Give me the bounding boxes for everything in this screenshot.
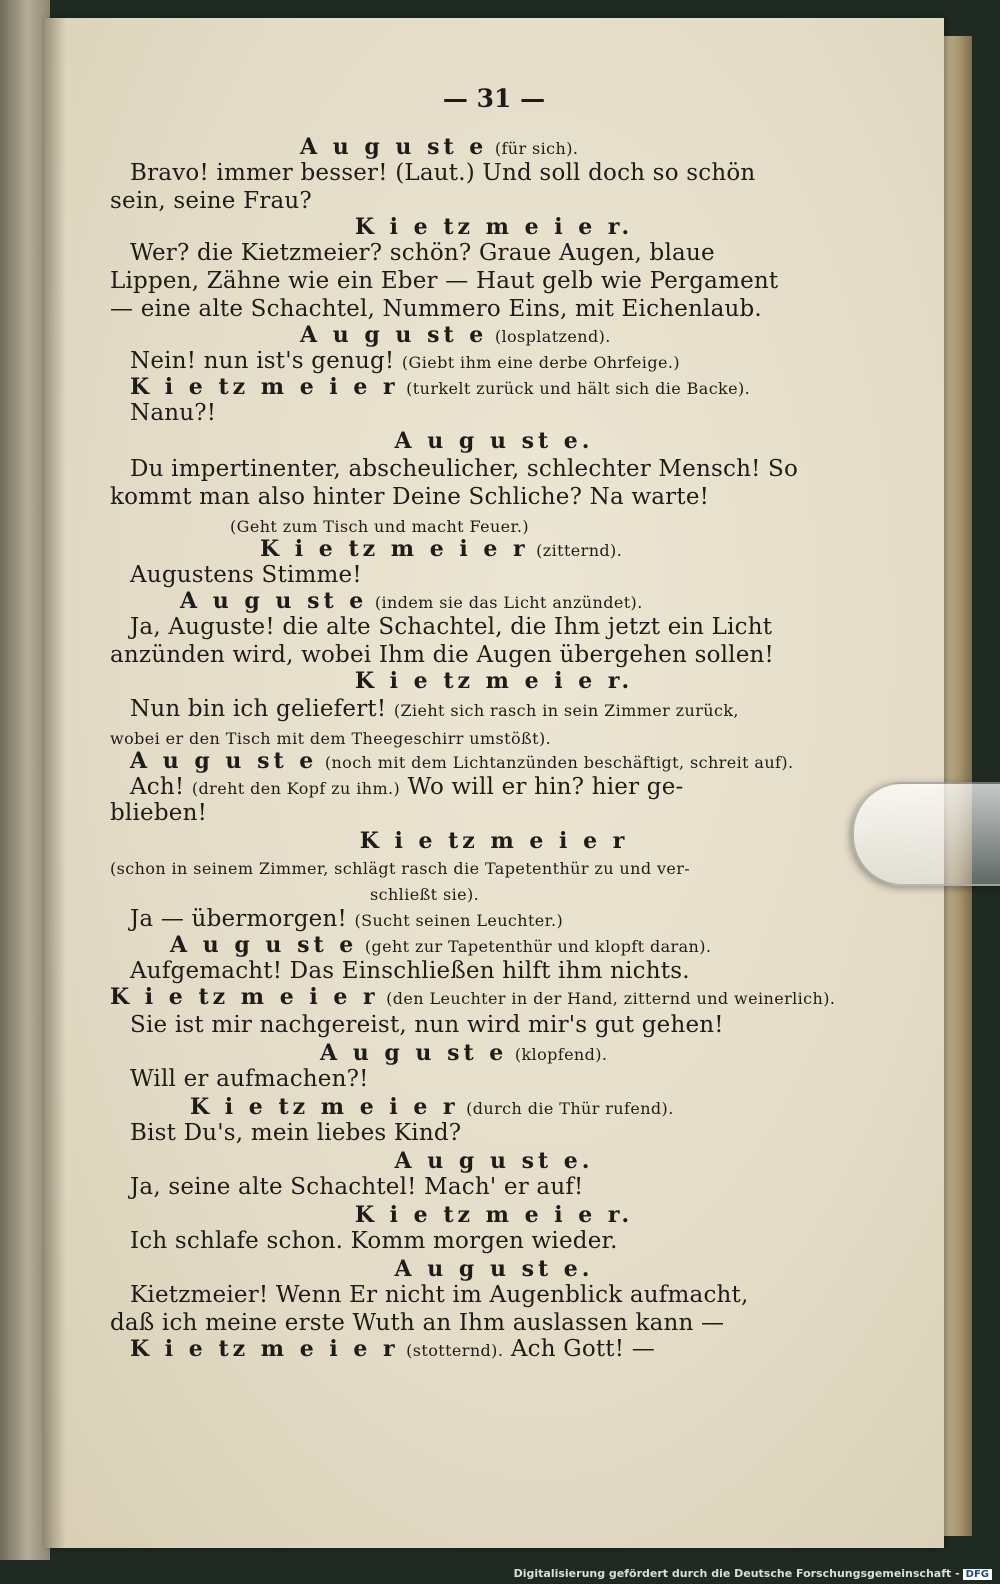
speaker-name: K i e tz m e i e r [260, 536, 529, 562]
text-line [130, 160, 755, 187]
dialogue-text: Augustens Stimme! [130, 562, 362, 588]
stage-direction: (Zieht sich rasch in sein Zimmer zurück, [393, 701, 739, 720]
dialogue-text: Ja, Auguste! die alte Schachtel, die Ihm jetzt ein Licht [130, 614, 773, 640]
page-number: — 31 — [442, 84, 546, 113]
stage-direction: (Sucht seinen Leuchter.) [354, 911, 564, 930]
speaker-name: K i e tz m e i e r [130, 374, 399, 400]
speaker-name: K i e tz m e i e r [110, 984, 379, 1010]
dialogue-text: anzünden wird, wobei Ihm die Augen übergehen sollen! [110, 642, 775, 668]
speaker-name: K i e tz m e i e r. [354, 214, 634, 240]
speaker-name: A u g u st e. [394, 428, 594, 454]
text-line [44, 214, 944, 241]
text-line [110, 268, 778, 295]
dialogue-text: sein, seine Frau? [110, 188, 312, 214]
text-line [110, 642, 774, 669]
dialogue-text: Lippen, Zähne wie ein Eber — Haut gelb wie Pergament [110, 268, 779, 294]
text-line [130, 240, 715, 267]
stage-direction: (zitternd). [536, 541, 623, 560]
text-line [44, 1148, 944, 1175]
text-line [190, 1094, 674, 1122]
text-line [130, 1228, 618, 1255]
dialogue-text: Du impertinenter, abscheulicher, schlechter Mensch! So [130, 456, 799, 482]
stage-direction: (den Leuchter in der Hand, zitternd und weinerlich). [386, 989, 836, 1008]
text-line [130, 958, 690, 985]
stage-direction: (noch mit dem Lichtanzünden beschäftigt, schreit auf). [324, 753, 794, 772]
dialogue-text: daß ich meine erste Wuth an Ihm auslassen kann — [110, 1310, 725, 1336]
speaker-name: K i e tz m e i e r [359, 828, 629, 854]
stage-direction: (dreht den Kopf zu ihm.) [191, 779, 401, 798]
stage-direction: schließt sie). [370, 885, 480, 904]
book-page [44, 18, 944, 1548]
text-line [44, 668, 944, 695]
dialogue-text: Bravo! immer besser! (Laut.) Und soll doch so schön [130, 160, 756, 186]
text-line [44, 828, 944, 855]
speaker-name: K i e tz m e i e r. [354, 1202, 634, 1228]
dialogue-text: — eine alte Schachtel, Nummero Eins, mit Eichenlaub. [110, 296, 762, 322]
stage-direction: (schon in seinem Zimmer, schlägt rasch die Tapetenthür zu und ver- [110, 859, 691, 878]
stage-direction: (durch die Thür rufend). [466, 1099, 674, 1118]
stage-direction: (stotternd). [406, 1341, 504, 1360]
dialogue-text: Ach! [130, 774, 185, 800]
glass-weight-overlay [852, 782, 1000, 886]
text-line [130, 1336, 655, 1364]
text-line [110, 188, 312, 215]
text-line [130, 906, 563, 934]
stage-direction: (für sich). [494, 139, 579, 158]
text-line [110, 1310, 724, 1337]
dialogue-text: Kietzmeier! Wenn Er nicht im Augenblick aufmacht, [130, 1282, 749, 1308]
text-line [260, 536, 622, 564]
text-line [110, 854, 690, 882]
text-line [130, 456, 798, 483]
text-line [110, 296, 762, 323]
stage-direction: (indem sie das Licht anzündet). [374, 593, 643, 612]
dialogue-text: Wer? die Kietzmeier? schön? Graue Augen, blaue [130, 240, 715, 266]
speaker-name: A u g u st e. [394, 1256, 594, 1282]
speaker-name: A u g u st e [180, 588, 368, 614]
text-line [320, 1040, 607, 1068]
text-line [130, 774, 684, 802]
dialogue-text: Aufgemacht! Das Einschließen hilft ihm nichts. [130, 958, 690, 984]
text-line [370, 880, 479, 908]
text-line [130, 1282, 749, 1309]
text-line [300, 134, 578, 162]
speaker-name: A u g u st e [320, 1040, 508, 1066]
speaker-name: A u g u st e. [394, 1148, 594, 1174]
stage-direction: (geht zur Tapetenthür und klopft daran). [364, 937, 712, 956]
text-line [110, 984, 835, 1012]
speaker-name: K i e tz m e i e r. [354, 668, 634, 694]
text-line [130, 696, 739, 724]
text-line [110, 800, 207, 827]
dialogue-text: Will er aufmachen?! [130, 1066, 369, 1092]
text-line [44, 428, 944, 455]
speaker-name: K i e tz m e i e r [130, 1336, 399, 1362]
left-page-edge [0, 0, 50, 1560]
text-line [44, 1202, 944, 1229]
dialogue-text: Wo will er hin? hier ge- [407, 774, 684, 800]
stage-direction: (losplatzend). [494, 327, 611, 346]
text-line [300, 322, 611, 350]
text-line [130, 748, 794, 776]
dialogue-text: Nein! nun ist's genug! [130, 348, 395, 374]
text-line [130, 374, 750, 402]
speaker-name: A u g u st e [300, 322, 488, 348]
text-line [44, 1256, 944, 1283]
stage-direction: (turkelt zurück und hält sich die Backe). [406, 379, 751, 398]
dialogue-text: Nun bin ich geliefert! [130, 696, 387, 722]
dialogue-text: blieben! [110, 800, 208, 826]
stage-direction: wobei er den Tisch mit dem Theegeschirr umstößt). [110, 729, 552, 748]
text-line [130, 348, 680, 376]
text-line [180, 588, 643, 616]
stage-direction: (klopfend). [514, 1045, 608, 1064]
dialogue-text: Ja, seine alte Schachtel! Mach' er auf! [130, 1174, 584, 1200]
text-line [130, 400, 216, 427]
text-line [130, 1174, 584, 1201]
footer-text: Digitalisierung gefördert durch die Deutsche Forschungsgemeinschaft - [513, 1567, 960, 1580]
dialogue-text: Ja — übermorgen! [130, 906, 347, 932]
speaker-name: A u g u st e [300, 134, 488, 160]
dialogue-text: Sie ist mir nachgereist, nun wird mir's gut gehen! [130, 1012, 724, 1038]
text-line [130, 1120, 461, 1147]
gutter-shadow [44, 18, 66, 1548]
dialogue-text: Bist Du's, mein liebes Kind? [130, 1120, 462, 1146]
speaker-name: A u g u st e [130, 748, 318, 774]
footer-credit [514, 1567, 992, 1580]
stage-direction: (Geht zum Tisch und macht Feuer.) [230, 517, 529, 536]
text-line [130, 562, 362, 589]
stage-direction: (Giebt ihm eine derbe Ohrfeige.) [401, 353, 680, 372]
speaker-name: A u g u st e [170, 932, 358, 958]
dialogue-text: kommt man also hinter Deine Schliche? Na warte! [110, 484, 710, 510]
text-line [130, 1066, 369, 1093]
dialogue-text: Ach Gott! — [510, 1336, 655, 1362]
text-line [170, 932, 711, 960]
dialogue-text: Nanu?! [130, 400, 217, 426]
text-line [110, 484, 709, 511]
dfg-logo: DFG [963, 1569, 992, 1580]
text-line [130, 1012, 724, 1039]
dialogue-text: Ich schlafe schon. Komm morgen wieder. [130, 1228, 618, 1254]
text-line [130, 614, 772, 641]
speaker-name: K i e tz m e i e r [190, 1094, 459, 1120]
